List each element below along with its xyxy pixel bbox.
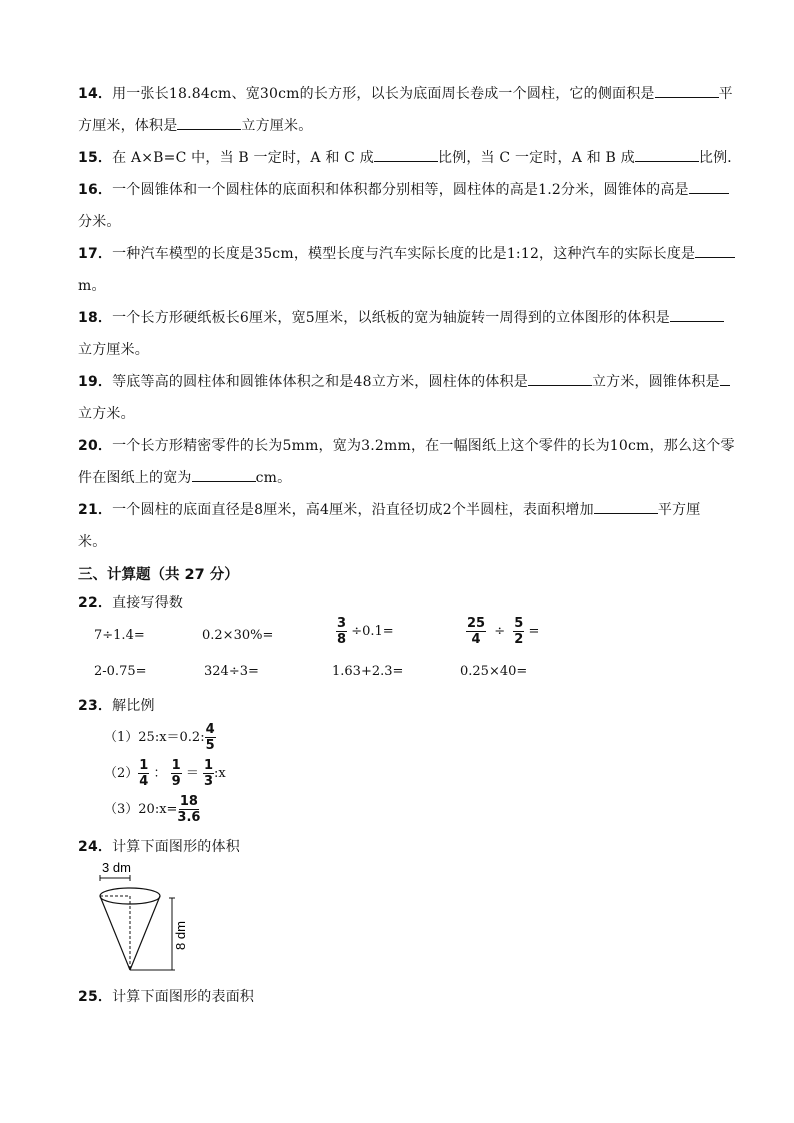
answer-blank[interactable]	[177, 115, 241, 130]
height-label: 8 dm	[173, 921, 188, 950]
answer-blank[interactable]	[594, 499, 658, 514]
question-text: m。	[78, 278, 106, 294]
question-22-title	[78, 590, 748, 616]
mental-math-grid	[78, 616, 748, 688]
question-text: 立方米。	[78, 406, 135, 422]
fraction	[205, 722, 216, 753]
calc-item: 0.2×30%=	[202, 628, 274, 643]
operator: ：	[153, 766, 167, 781]
proportion-label: （3）20:x=	[104, 802, 178, 817]
numerator: 3	[337, 616, 347, 631]
calc-item-fraction	[466, 616, 539, 647]
question-text: 用一张长18.84cm、宽30cm的长方形，以长为底面周长卷成一个圆柱，它的侧面积是	[112, 86, 655, 102]
proportion-2	[78, 756, 748, 792]
question-text: 立方厘米。	[241, 118, 313, 134]
calc-item: 324÷3=	[204, 664, 259, 679]
question-text: 一种汽车模型的长度是35cm，模型长度与汽车实际长度的比是1:12，这种汽车的实际长度是	[112, 246, 696, 262]
proportion-3	[78, 792, 748, 828]
fraction	[177, 794, 200, 825]
question-15	[78, 142, 748, 174]
question-number: 17．	[78, 246, 113, 262]
question-text: 在 A×B=C 中，当 B 一定时，A 和 C 成	[112, 150, 374, 166]
numerator: 1	[203, 758, 214, 773]
answer-blank[interactable]	[635, 147, 699, 162]
answer-blank[interactable]	[528, 371, 592, 386]
question-number: 24．	[78, 839, 113, 855]
answer-blank[interactable]	[720, 371, 730, 386]
question-text: 解比例	[112, 698, 155, 714]
numerator: 5	[514, 616, 524, 631]
fraction	[138, 758, 149, 789]
proportion-tail: :x	[214, 766, 226, 781]
question-number: 25．	[78, 989, 113, 1005]
denominator: 3	[203, 774, 214, 789]
question-text: 分米。	[78, 214, 121, 230]
question-number: 16．	[78, 182, 113, 198]
answer-blank[interactable]	[655, 83, 719, 98]
question-number: 19．	[78, 374, 113, 390]
question-number: 18．	[78, 310, 113, 326]
question-number: 15．	[78, 150, 113, 166]
fraction	[466, 616, 486, 647]
question-text: 方厘米，体积是	[78, 118, 178, 134]
question-text: 一个长方形精密零件的长为5mm，宽为3.2mm，在一幅图纸上这个零件的长为10cm，那么这个零	[112, 438, 735, 454]
calc-tail: ÷0.1=	[351, 624, 394, 639]
question-text: 平	[718, 86, 733, 102]
question-text: 立方厘米。	[78, 342, 149, 358]
question-19	[78, 366, 748, 430]
question-text: 比例，当 C 一定时，A 和 B 成	[437, 150, 635, 166]
question-14	[78, 78, 748, 142]
question-17	[78, 238, 748, 302]
proportion-label: （2）	[104, 766, 139, 781]
denominator: 3.6	[177, 810, 201, 825]
question-text: 等底等高的圆柱体和圆锥体体积之和是48立方米，圆柱体的体积是	[112, 374, 528, 390]
calc-tail: =	[528, 624, 540, 639]
question-text: 直接写得数	[112, 595, 184, 611]
operator: ÷	[494, 624, 506, 639]
radius-label: 3 dm	[102, 860, 131, 875]
question-text: 计算下面图形的体积	[112, 839, 240, 855]
numerator: 1	[139, 758, 149, 773]
question-text: 米。	[78, 534, 107, 550]
question-text: cm。	[255, 470, 292, 486]
answer-blank[interactable]	[192, 467, 256, 482]
question-21	[78, 494, 748, 558]
denominator: 2	[514, 632, 524, 647]
question-25-title	[78, 982, 254, 1012]
question-20	[78, 430, 748, 494]
denominator: 8	[337, 632, 347, 647]
question-text: 计算下面图形的表面积	[112, 989, 255, 1005]
question-16	[78, 174, 748, 238]
answer-blank[interactable]	[695, 243, 735, 258]
question-text: 立方米，圆锥体积是	[591, 374, 720, 390]
question-text: 一个长方形硬纸板长6厘米，宽5厘米，以纸板的宽为轴旋转一周得到的立体图形的体积是	[112, 310, 670, 326]
fraction	[171, 758, 182, 789]
proportion-label: （1）25:x＝0.2:	[104, 730, 205, 745]
denominator: 4	[139, 774, 149, 789]
question-number: 20．	[78, 438, 113, 454]
answer-blank[interactable]	[374, 147, 438, 162]
calc-item: 1.63+2.3=	[332, 664, 404, 679]
denominator: 9	[171, 774, 181, 789]
numerator: 4	[205, 722, 215, 737]
question-number: 23．	[78, 698, 113, 714]
calc-item-fraction	[336, 616, 394, 647]
operator: ＝	[185, 766, 199, 781]
denominator: 5	[205, 738, 215, 753]
question-18	[78, 302, 748, 366]
question-number: 22．	[78, 595, 113, 611]
cone-side-right	[130, 896, 160, 970]
question-number: 14．	[78, 86, 113, 102]
question-text: 一个圆锥体和一个圆柱体的底面积和体积都分别相等，圆柱体的高是1.2分米，圆锥体的高是	[112, 182, 689, 198]
fraction	[513, 616, 524, 647]
question-text: 比例．	[698, 150, 742, 166]
question-number: 21．	[78, 502, 113, 518]
calc-item: 2-0.75=	[94, 664, 147, 679]
calc-item: 7÷1.4=	[94, 628, 145, 643]
fraction	[203, 758, 214, 789]
numerator: 25	[467, 616, 486, 631]
calc-item: 0.25×40=	[460, 664, 528, 679]
worksheet-page	[78, 78, 748, 862]
question-text: 件在图纸上的宽为	[78, 470, 192, 486]
answer-blank[interactable]	[689, 179, 729, 194]
numerator: 1	[171, 758, 181, 773]
proportion-1	[78, 720, 748, 756]
section-title: 三、计算题（共 27 分）	[78, 567, 239, 583]
cone-figure	[88, 858, 188, 978]
question-text: 平方厘	[657, 502, 701, 518]
cone-side-left	[100, 896, 130, 970]
fraction	[336, 616, 347, 647]
answer-blank[interactable]	[670, 307, 724, 322]
question-text: 一个圆柱的底面直径是8厘米，高4厘米，沿直径切成2个半圆柱，表面积增加	[112, 502, 594, 518]
numerator: 18	[179, 794, 198, 809]
denominator: 4	[471, 632, 481, 647]
question-23-title	[78, 692, 748, 720]
